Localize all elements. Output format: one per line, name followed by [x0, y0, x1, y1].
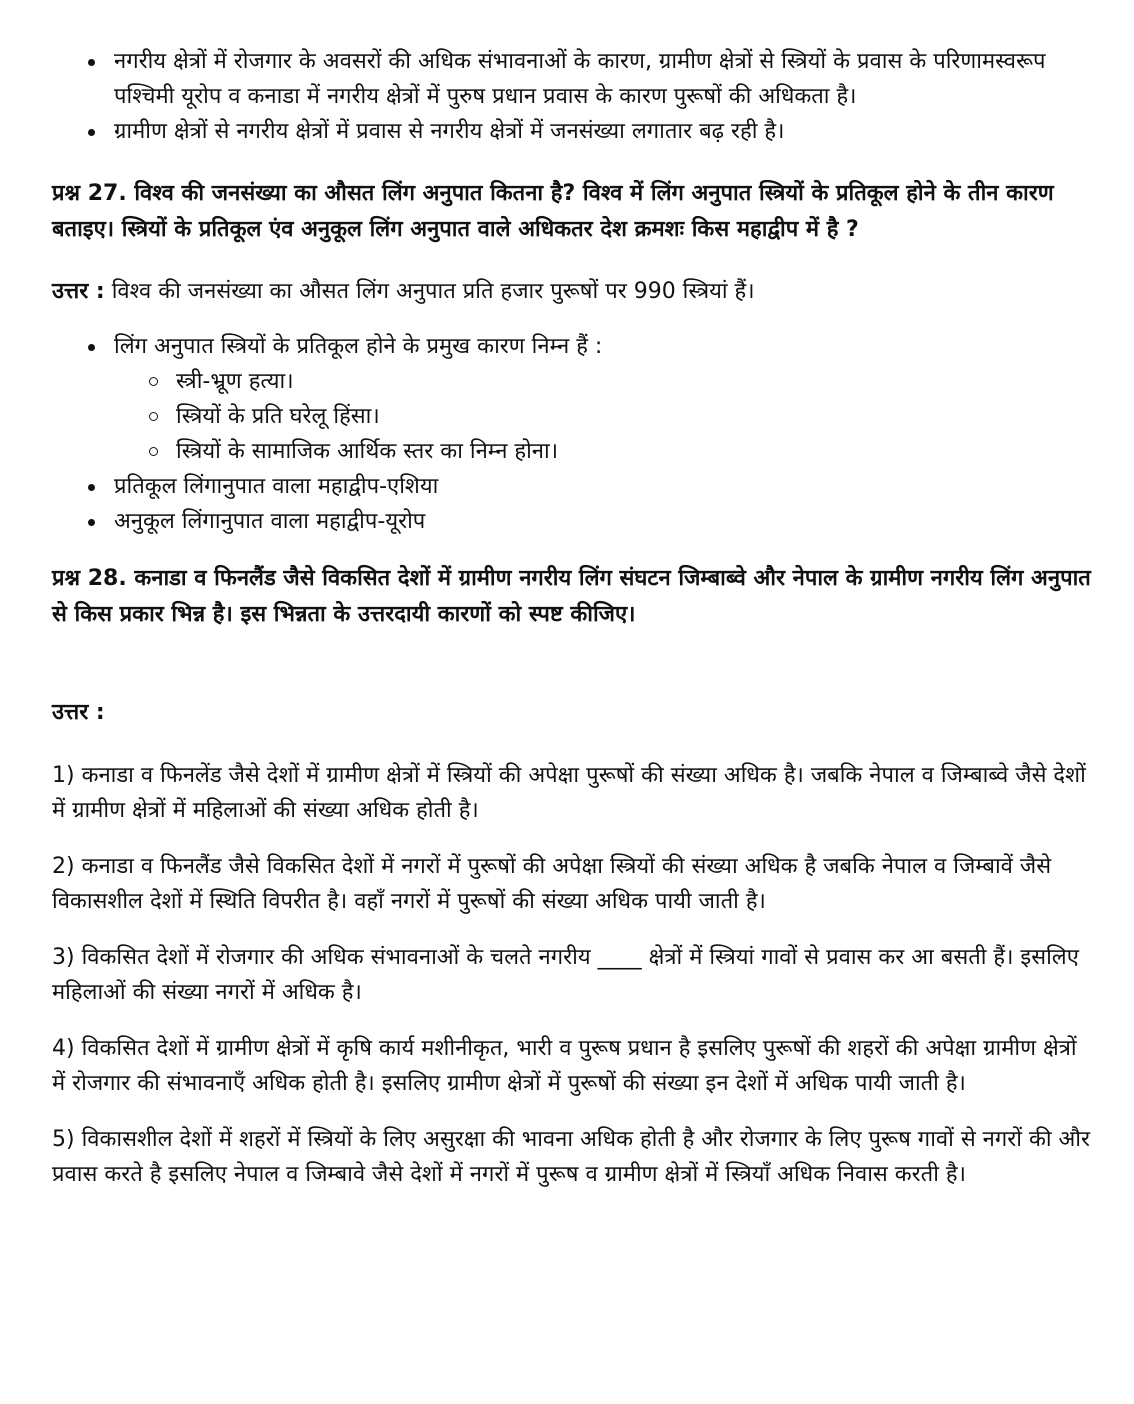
answer-label: उत्तर :: [52, 279, 105, 304]
bullet-item: प्रतिकूल लिंगानुपात वाला महाद्वीप-एशिया: [114, 469, 1094, 504]
sub-list-item: स्त्री-भ्रूण हत्या।: [176, 364, 1094, 399]
answer-27-bullet-list: [52, 329, 1094, 539]
top-bullet-list: [52, 44, 1094, 149]
answer-28-heading: [52, 695, 1094, 730]
question-28: प्रश्न 28. कनाडा व फिनलैंड जैसे विकसित देशों में ग्रामीण नगरीय लिंग संघटन जिम्बाब्वे और नेपाल के ग्रामीण नगरीय लिंग अनुपात से किस प्रकार भिन्न है। इस भिन्नता के उत्तरदायी कारणों को स्पष्ट कीजिए।: [52, 566, 1091, 627]
answer-point-3: 3) विकसित देशों में रोजगार की अधिक संभावनाओं के चलते नगरीय ____ क्षेत्रों में स्त्रियां गावों से प्रवास कर आ बसती हैं। इसलिए महिलाओं की संख्या नगरों में अधिक है।: [52, 945, 1079, 1005]
answer-label: उत्तर :: [52, 700, 105, 725]
answer-point-2: 2) कनाडा व फिनलैंड जैसे विकसित देशों में नगरों में पुरूषों की अपेक्षा स्त्रियों की संख्या अधिक है जबकि नेपाल व जिम्बावें जैसे विकासशील देशों में स्थिति विपरीत है। वहाँ नगरों में पुरूषों की संख्या अधिक पायी जाती है।: [52, 854, 1052, 914]
reasons-intro: लिंग अनुपात स्त्रियों के प्रतिकूल होने के प्रमुख कारण निम्न हैं :: [114, 334, 603, 359]
sub-list-item: स्त्रियों के प्रति घरेलू हिंसा।: [176, 399, 1094, 434]
bullet-item: नगरीय क्षेत्रों में रोजगार के अवसरों की अधिक संभावनाओं के कारण, ग्रामीण क्षेत्रों से स्त्रियों के प्रवास के परिणामस्वरूप पश्चिमी यूरोप व कनाडा में नगरीय क्षेत्रों में पुरुष प्रधान प्रवास के कारण पुरूषों की अधिकता है।: [114, 44, 1094, 114]
reasons-sublist: [114, 364, 1094, 469]
answer-point-1: 1) कनाडा व फिनलेंड जैसे देशों में ग्रामीण क्षेत्रों में स्त्रियों की अपेक्षा पुरूषों की संख्या अधिक है। जबकि नेपाल व जिम्बाब्वे जैसे देशों में ग्रामीण क्षेत्रों में महिलाओं की संख्या अधिक होती है।: [52, 763, 1086, 823]
answer-text: विश्व की जनसंख्या का औसत लिंग अनुपात प्रति हजार पुरूषों पर 990 स्त्रियां हैं।: [104, 279, 755, 304]
bullet-item: ग्रामीण क्षेत्रों से नगरीय क्षेत्रों में प्रवास से नगरीय क्षेत्रों में जनसंख्या लगातार बढ़ रही है।: [114, 114, 1094, 149]
sub-list-item: स्त्रियों के सामाजिक आर्थिक स्तर का निम्न होना।: [176, 434, 1094, 469]
answer-27: [52, 274, 1094, 309]
bullet-item: [114, 329, 1094, 469]
answer-point-5: 5) विकासशील देशों में शहरों में स्त्रियों के लिए असुरक्षा की भावना अधिक होती है और रोजगार के लिए पुरूष गावों से नगरों की और प्रवास करते है इसलिए नेपाल व जिम्बावे जैसे देशों में नगरों में पुरूष व ग्रामीण क्षेत्रों में स्त्रियाँ अधिक निवास करती है।: [52, 1127, 1091, 1187]
question-27: प्रश्न 27. विश्व की जनसंख्या का औसत लिंग अनुपात कितना है? विश्व में लिंग अनुपात स्त्रियों के प्रतिकूल होने के तीन कारण बताइए। स्त्रियों के प्रतिकूल एंव अनुकूल लिंग अनुपात वाले अधिकतर देश क्रमशः किस महाद्वीप में है ?: [52, 181, 1054, 242]
bullet-item: अनुकूल लिंगानुपात वाला महाद्वीप-यूरोप: [114, 504, 1094, 539]
answer-point-4: 4) विकसित देशों में ग्रामीण क्षेत्रों में कृषि कार्य मशीनीकृत, भारी व पुरूष प्रधान है इसलिए पुरूषों की शहरों की अपेक्षा ग्रामीण क्षेत्रों में रोजगार की संभावनाएँ अधिक होती है। इसलिए ग्रामीण क्षेत्रों में पुरूषों की संख्या इन देशों में अधिक पायी जाती है।: [52, 1036, 1077, 1096]
